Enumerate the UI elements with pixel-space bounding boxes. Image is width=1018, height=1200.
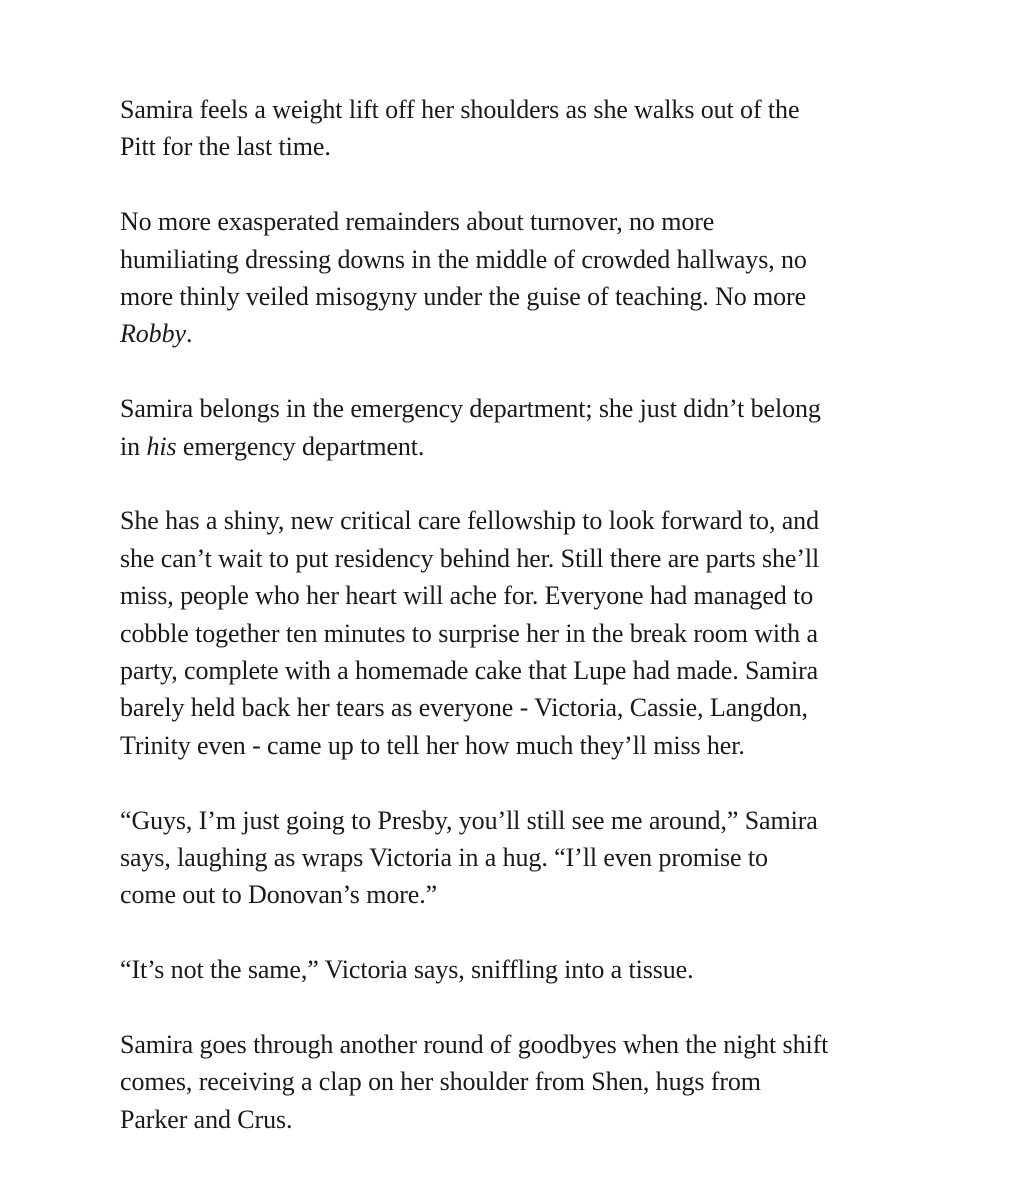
story-text [120,91,910,1176]
text-line: more thinly veiled misogyny under the guise of teaching. No more [120,282,807,312]
paragraph-7 [120,1026,910,1138]
text-line: come out to Donovan’s more.” [120,880,438,910]
text-line [120,315,910,352]
text-line: Samira goes through another round of goodbyes when the night shift [120,1030,829,1060]
text-line: Parker and Crus. [120,1104,293,1134]
text-line: cobble together ten minutes to surprise her in the break room with a [120,618,818,648]
text-line: Trinity even - came up to tell her how much they’ll miss her. [120,730,745,760]
text-line: She has a shiny, new critical care fellowship to look forward to, and [120,506,819,536]
text-line: Pitt for the last time. [120,132,331,162]
text-line: barely held back her tears as everyone - Victoria, Cassie, Langdon, [120,693,808,723]
text-line: miss, people who her heart will ache for. Everyone had managed to [120,581,814,611]
text-fragment: emergency department. [176,431,425,461]
text-line: comes, receiving a clap on her shoulder from Shen, hugs from [120,1067,761,1097]
text-line: says, laughing as wraps Victoria in a hug. “I’ll even promise to [120,843,768,873]
text-line: “Guys, I’m just going to Presby, you’ll still see me around,” Samira [120,805,818,835]
emphasis-robby: Robby [120,319,186,349]
text-line: Samira belongs in the emergency department; she just didn’t belong [120,394,821,424]
paragraph-2 [120,203,910,353]
paragraph-3 [120,390,910,465]
text-line: humiliating dressing downs in the middle of crowded hallways, no [120,244,807,274]
text-fragment: . [185,319,193,349]
text-fragment: in [120,431,147,461]
paragraph-5 [120,802,910,914]
paragraph-1 [120,91,910,166]
paragraph-6 [120,951,910,988]
paragraph-4 [120,502,910,764]
emphasis-his: his [146,431,177,461]
text-line: she can’t wait to put residency behind her. Still there are parts she’ll [120,543,820,573]
text-line: party, complete with a homemade cake that Lupe had made. Samira [120,656,819,686]
text-line [120,428,910,465]
text-line: No more exasperated remainders about turnover, no more [120,207,715,237]
text-line: “It’s not the same,” Victoria says, sniffling into a tissue. [120,955,694,985]
text-line: Samira feels a weight lift off her shoulders as she walks out of the [120,95,800,124]
